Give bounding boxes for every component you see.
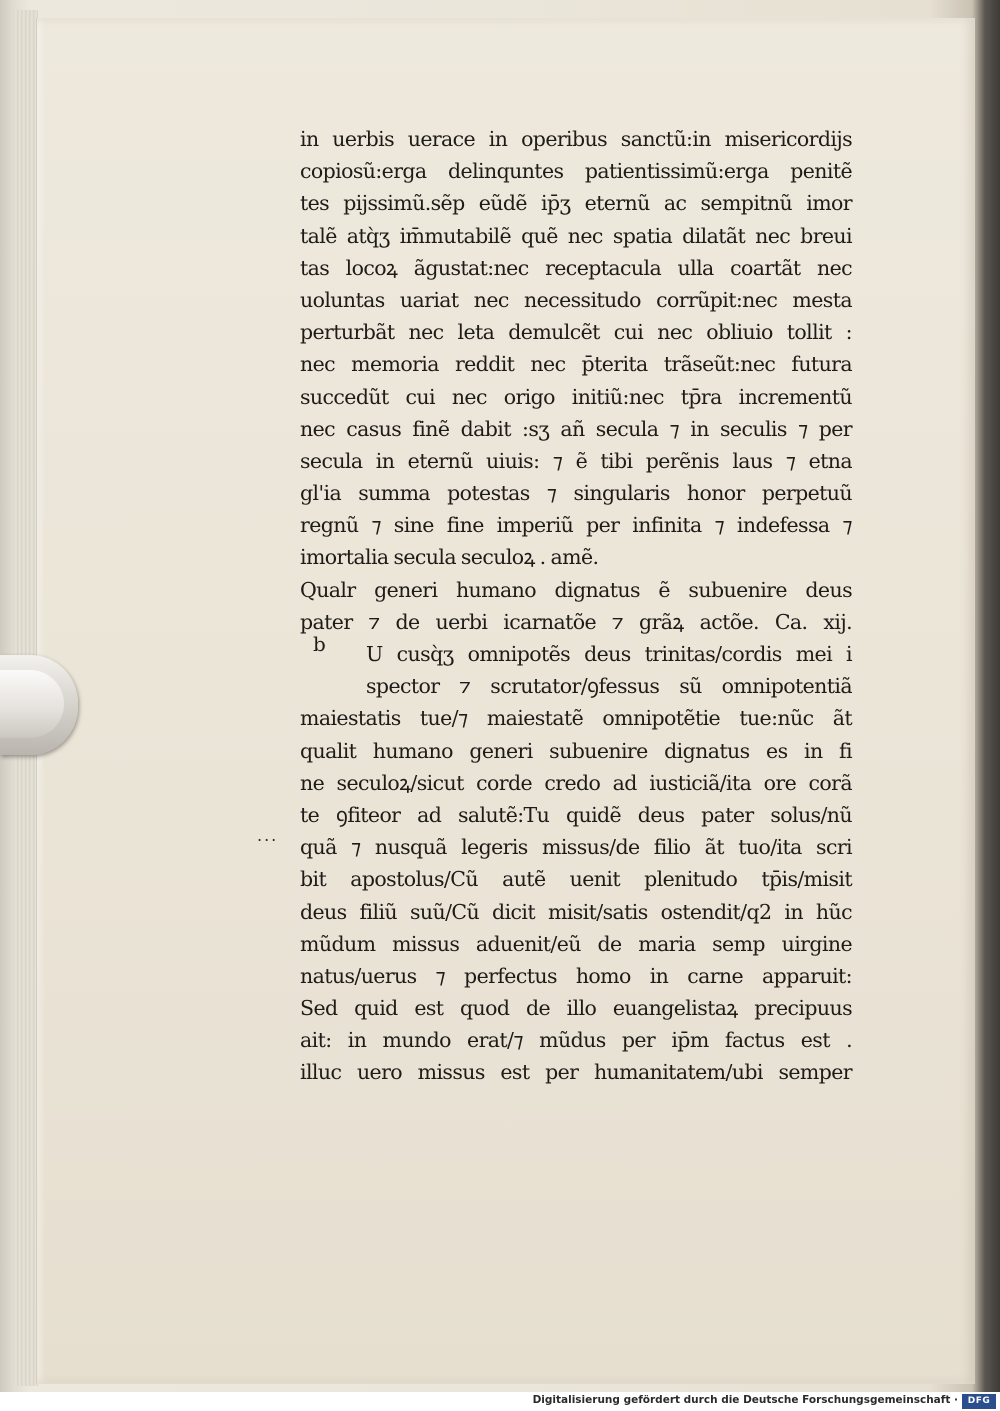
- margin-mark: ...: [257, 826, 279, 845]
- text-line: in uerbis uerace in operibus sanctũ:in misericordijs: [300, 127, 852, 151]
- text-line: nec casus finẽ dabit :sʒ añ secula ⁊ in seculis ⁊ per: [300, 416, 852, 441]
- text-line: te ꝯfiteor ad salutẽ:Tu quidẽ deus pater solus/nũ: [300, 802, 852, 827]
- text-line: perturbãt nec leta demulcẽt cui nec obliuio tollit :: [300, 320, 852, 345]
- text-line: ne seculoꝝ/sicut corde credo ad iusticiã/ita ore corã: [300, 770, 852, 795]
- text-line: tas locoꝝ ãgustat:nec receptacula ulla coartãt nec: [300, 255, 852, 280]
- text-line: U cusq̀ʒ omnipotẽs deus trinitas/cordis mei i: [366, 642, 852, 666]
- chapter-heading-line: Qualr generi humano dignatus ẽ subuenire deus: [300, 577, 852, 602]
- text-line: illuc uero missus est per humanitatem/ubi semper: [300, 1060, 852, 1085]
- text-line: natus/uerus ⁊ perfectus homo in carne apparuit:: [300, 963, 852, 988]
- text-line: deus filiũ suũ/Cũ dicit misit/satis ostendit/q2 in hũc: [300, 899, 852, 924]
- text-line: imortalia secula seculoꝝ . amẽ.: [300, 545, 599, 570]
- text-line: quã ⁊ nusquã legeris missus/de filio ãt tuo/ita scri: [300, 835, 852, 860]
- initial-letter-guide: b: [313, 632, 326, 656]
- dfg-logo-icon: DFG: [962, 1394, 996, 1409]
- text-line: secula in eternũ uiuis: ⁊ ẽ tibi perẽnis laus ⁊ etna: [300, 448, 852, 473]
- text-line: gl'ia summa potestas ⁊ singularis honor perpetuũ: [300, 481, 852, 506]
- text-line: qualit humano generi subuenire dignatus es in fi: [300, 738, 852, 763]
- text-line: succedũt cui nec origo initiũ:nec tp̄ra incrementũ: [300, 384, 852, 409]
- text-line: maiestatis tue/⁊ maiestatẽ omnipotẽtie tue:nũc ãt: [300, 706, 852, 731]
- funding-credit: Digitalisierung gefördert durch die Deutsche Forschungsgemeinschaft ·: [532, 1394, 958, 1406]
- text-line: talẽ atq̀ʒ im̄mutabilẽ quẽ nec spatia dilatãt nec breui: [300, 223, 852, 248]
- text-block: [300, 123, 852, 1089]
- text-line: ait: in mundo erat/⁊ mũdus per ip̄m factus est .: [300, 1028, 852, 1053]
- chapter-heading-line: pater ⁊ de uerbi icarnatõe ⁊ grãꝝ actõe. Ca. xij.: [300, 609, 852, 634]
- text-line: uoluntas uariat nec necessitudo corrũpit:nec mesta: [300, 287, 852, 312]
- text-line: nec memoria reddit nec p̄terita trãseũt:nec futura: [300, 352, 852, 377]
- text-line: bit apostolus/Cũ autẽ uenit plenitudo tp̄is/misit: [300, 867, 852, 892]
- text-line: copiosũ:erga delinquntes patientissimũ:erga penitẽ: [300, 159, 852, 184]
- text-line: regnũ ⁊ sine fine imperiũ per infinita ⁊ indefessa ⁊: [300, 513, 852, 538]
- text-line: Sed quid est quod de illo euangelistaꝝ precipuus: [300, 996, 852, 1021]
- text-line: mũdum missus aduenit/eũ de maria semp uirgine: [300, 931, 852, 956]
- text-line: spector ⁊ scrutator/ꝯfessus sũ omnipotentiã: [366, 674, 852, 699]
- text-line: tes pijssimũ.sẽp eũdẽ ip̄ʒ eternũ ac sempitnũ imor: [300, 191, 852, 216]
